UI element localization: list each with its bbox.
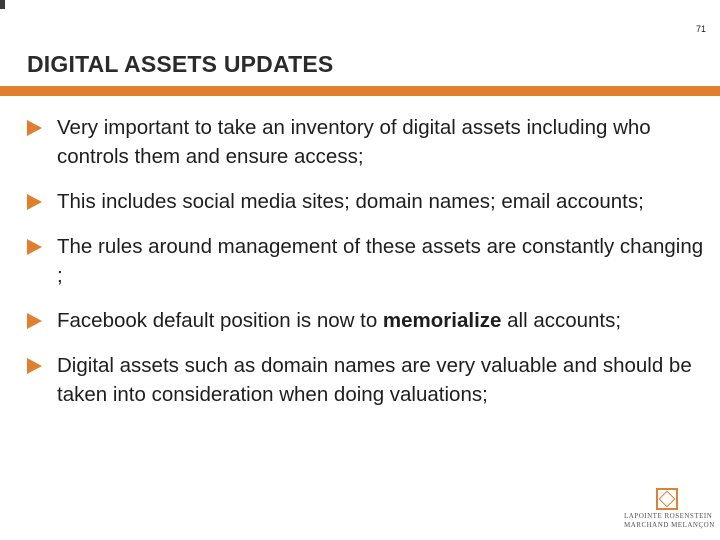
diamond-square-logo-icon bbox=[656, 488, 678, 510]
bullet-text: Very important to take an inventory of digital assets including who controls them and ensure access; bbox=[57, 116, 651, 168]
bullet-text: The rules around management of these assets are constantly changing ; bbox=[57, 235, 704, 287]
emphasized-term: memorialize bbox=[382, 309, 502, 332]
bullet-item bbox=[27, 306, 707, 335]
page-number: 71 bbox=[695, 24, 706, 34]
title-divider bbox=[0, 86, 720, 96]
triangle-bullet-icon bbox=[27, 239, 42, 255]
bullet-text: Digital assets such as domain names are very valuable and should be taken into consideration when doing valuations; bbox=[57, 354, 692, 406]
triangle-bullet-icon bbox=[27, 120, 42, 136]
bullet-text: This includes social media sites; domain names; email accounts; bbox=[57, 190, 644, 213]
logo-line-1: LAPOINTE ROSENSTEIN bbox=[624, 512, 713, 520]
firm-logo bbox=[624, 488, 715, 530]
corner-marker bbox=[0, 0, 5, 9]
logo-line-2: MARCHAND MELANÇON bbox=[624, 521, 715, 529]
bullet-item bbox=[27, 351, 707, 409]
bullet-list bbox=[27, 113, 707, 425]
triangle-bullet-icon bbox=[27, 313, 42, 329]
bullet-item bbox=[27, 232, 707, 290]
slide-title: DIGITAL ASSETS UPDATES bbox=[27, 51, 334, 77]
bullet-text-before: Facebook default position is now to bbox=[57, 309, 383, 332]
triangle-bullet-icon bbox=[27, 358, 42, 374]
bullet-text-after: all accounts; bbox=[501, 309, 622, 332]
bullet-item bbox=[27, 187, 707, 216]
triangle-bullet-icon bbox=[27, 194, 42, 210]
bullet-item bbox=[27, 113, 707, 171]
